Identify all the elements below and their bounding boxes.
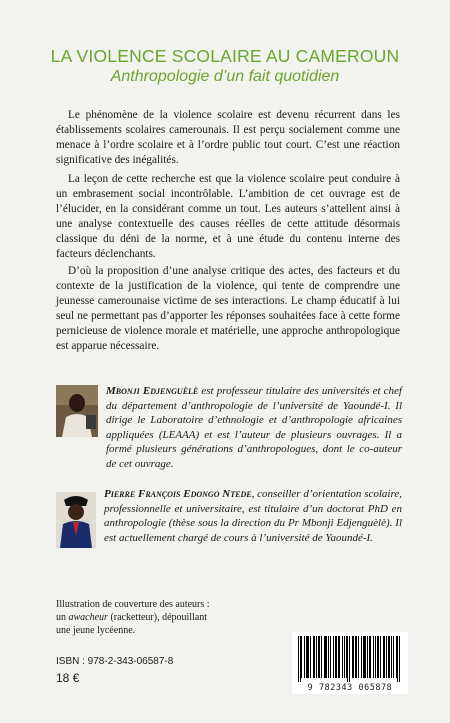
book-subtitle: Anthropologie d’un fait quotidien bbox=[110, 68, 340, 85]
barcode-bar bbox=[377, 636, 378, 678]
author-photo-mbonji bbox=[56, 385, 98, 437]
credit-suffix: (racketteur), dépouillant bbox=[107, 612, 208, 624]
price: 18 € bbox=[56, 671, 80, 685]
barcode-bar bbox=[383, 636, 384, 678]
credit-line-1: Illustration de couverture des auteurs : bbox=[56, 599, 210, 610]
barcode-bar bbox=[344, 636, 345, 678]
barcode-bar bbox=[339, 636, 340, 678]
barcode-bar bbox=[301, 636, 302, 678]
barcode-bar bbox=[399, 636, 400, 682]
author-name: Pierre François Edongo Ntede bbox=[104, 488, 252, 500]
barcode-bar bbox=[321, 636, 322, 678]
paragraph-text: La leçon de cette recherche est que la violence scolaire peut conduire à un embrasement social incontrôlable. L’ambition de cet ouvrage est de l’élucider, en la considérant comme un tout. Les auteurs s’attellent ainsi à une analyse contextuelle des causes réelles de cette attitude désormais classique du déni de la norme, et à une étude du contenu interne des facteurs déclenchants. bbox=[56, 173, 400, 261]
barcode-bar bbox=[347, 636, 348, 682]
cover-illustration-credit bbox=[56, 598, 256, 638]
barcode-bar bbox=[316, 636, 317, 678]
book-title: LA VIOLENCE SCOLAIRE AU CAMEROUN bbox=[50, 46, 400, 66]
barcode-bar bbox=[373, 636, 374, 678]
barcode-bar bbox=[393, 636, 394, 678]
barcode-bar bbox=[352, 636, 353, 678]
barcode-bar bbox=[378, 636, 379, 678]
paragraph-text: D’où la proposition d’une analyse critique des actes, des facteurs et du contexte de la justification de la violence, qui tente de comprendre une jeunesse camerounaise victime de ses interactions. Le champ éducatif à lui seul ne permettant pas d’apporter les réponses souhaitées face à cette forme pernicieuse de violence morale et matérielle, une approche anthropologique est apparue nécessaire. bbox=[56, 265, 400, 353]
barcode-bar bbox=[389, 636, 390, 678]
author-bio-2 bbox=[104, 487, 402, 545]
barcode-bar bbox=[300, 636, 301, 682]
barcode-bar bbox=[328, 636, 329, 678]
barcode-bar bbox=[356, 636, 357, 678]
barcode-bar bbox=[326, 636, 327, 678]
barcode-bar bbox=[330, 636, 331, 678]
barcode-bar bbox=[365, 636, 366, 678]
barcode-bar bbox=[319, 636, 320, 678]
barcode-bar bbox=[388, 636, 389, 678]
credit-line-2 bbox=[56, 611, 256, 624]
barcode-bar bbox=[314, 636, 315, 678]
barcode-bar bbox=[310, 636, 311, 678]
author-bio-1 bbox=[106, 384, 402, 472]
barcode-bar bbox=[391, 636, 392, 678]
author-name: Mbonji Edjenguèlè bbox=[106, 385, 199, 397]
barcode-bar bbox=[349, 636, 350, 682]
barcode-bar bbox=[306, 636, 307, 678]
barcode-number: 9 782343 065878 bbox=[292, 682, 408, 692]
barcode-bar bbox=[324, 636, 325, 678]
barcode-bar bbox=[380, 636, 381, 678]
barcode-bar bbox=[364, 636, 365, 678]
barcode-bar bbox=[386, 636, 387, 678]
barcode-bar bbox=[370, 636, 371, 678]
barcode-bar bbox=[338, 636, 339, 678]
barcode-bar bbox=[361, 636, 362, 678]
barcode-bar bbox=[298, 636, 299, 682]
barcode-bar bbox=[384, 636, 385, 678]
paragraph-text: Le phénomène de la violence scolaire est devenu récurrent dans les établissements scolaires camerounais. Il est perçu socialement comme une menace à l’ordre scolaire et à l’ordre public tout court. C’est une réaction significative des inégalités. bbox=[56, 109, 400, 167]
barcode-bar bbox=[375, 636, 376, 678]
barcode-bar bbox=[358, 636, 359, 678]
barcode-bar bbox=[397, 636, 398, 682]
barcode-bar bbox=[369, 636, 370, 678]
barcode-bar bbox=[336, 636, 337, 678]
barcode-bar bbox=[304, 636, 305, 678]
credit-line-3: une jeune lycéenne. bbox=[56, 625, 136, 637]
barcode-bar bbox=[313, 636, 314, 678]
author-photo-edongo bbox=[56, 492, 96, 548]
barcode-bar bbox=[363, 636, 364, 678]
barcode-bar bbox=[333, 636, 334, 678]
isbn: ISBN : 978-2-343-06587-8 bbox=[56, 656, 174, 667]
summary-paragraph-3 bbox=[56, 264, 400, 355]
barcode-bar bbox=[353, 636, 354, 678]
barcode-bar bbox=[355, 636, 356, 678]
barcode-bar bbox=[346, 636, 347, 678]
barcode-bar bbox=[342, 636, 343, 678]
barcode bbox=[292, 632, 408, 694]
credit-emphasis: awacheur bbox=[68, 612, 108, 624]
barcode-bar bbox=[308, 636, 309, 678]
summary-paragraph-1 bbox=[56, 108, 400, 168]
summary-paragraph-2 bbox=[56, 172, 400, 263]
credit-prefix: un bbox=[56, 612, 69, 624]
author-bio-text: est professeur titulaire des universités et chef du département d’anthropologie de l’université de Yaoundé-I. Il dirige le Laboratoire d’ethnologie et d’anthropologie africaines appliquées (LEAAA) et est l’auteur de plusieurs ouvrages. Il a formé plusieurs générations d’anthropologues, dont le co-auteur de cet ouvrage. bbox=[106, 385, 402, 470]
barcode-bar bbox=[307, 636, 308, 678]
barcode-bars bbox=[292, 632, 408, 682]
barcode-bar bbox=[325, 636, 326, 678]
barcode-bar bbox=[335, 636, 336, 678]
author-bio-text: , conseiller d’orientation scolaire, professionnelle et universitaire, est titulaire d’un doctorat PhD en anthropologie (thèse sous la direction du Pr Mbonji Edjenguèlè). Il est actuellement chargé de cours à l’université de Yaoundé-I. bbox=[104, 488, 402, 544]
barcode-bar bbox=[396, 636, 397, 678]
barcode-bar bbox=[367, 636, 368, 678]
barcode-bar bbox=[318, 636, 319, 678]
